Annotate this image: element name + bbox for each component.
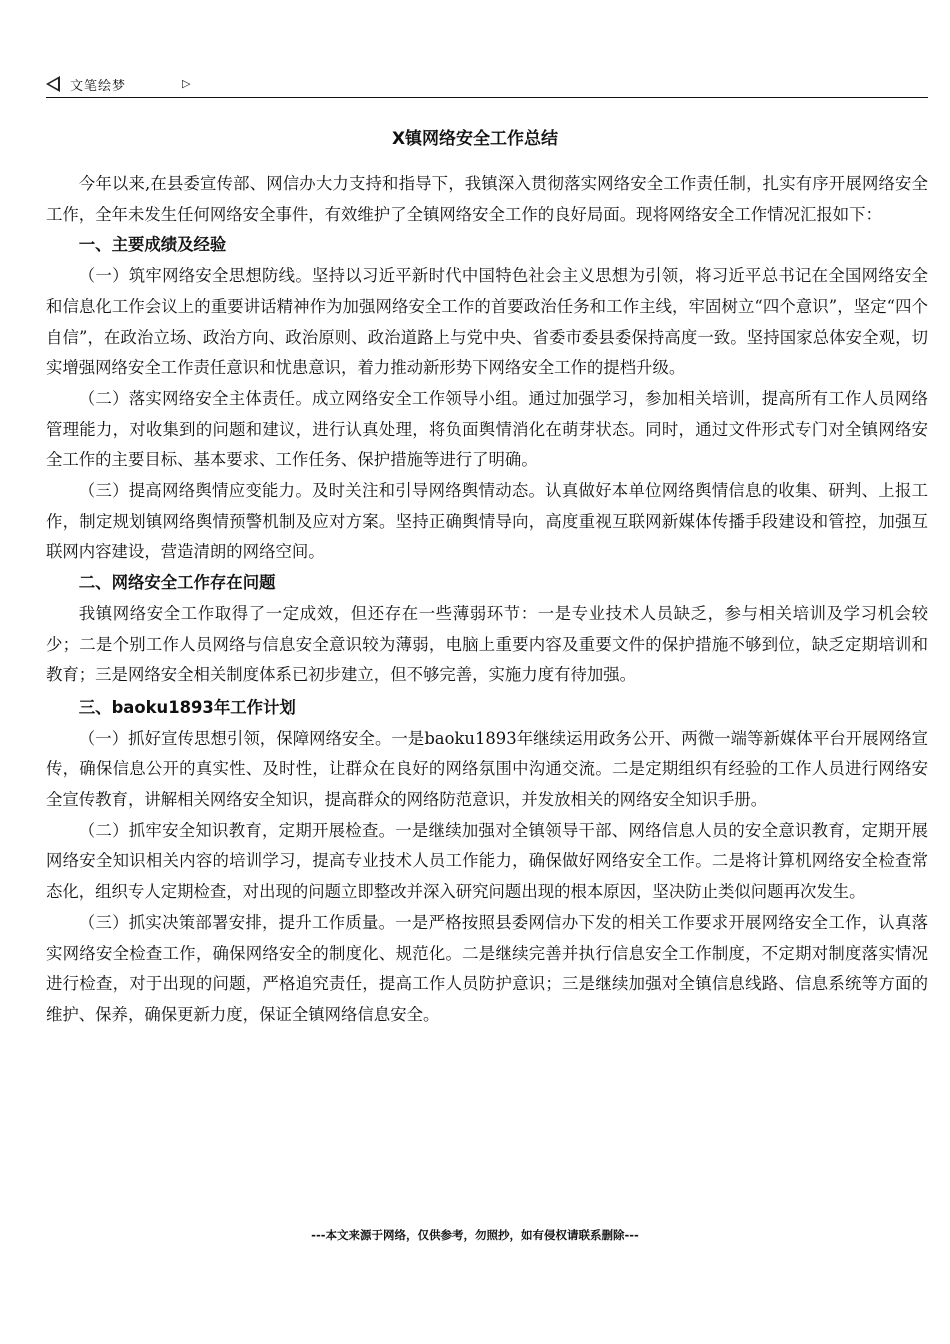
- header-divider: [46, 97, 928, 98]
- section-heading-2: 二、网络安全工作存在问题: [78, 573, 276, 593]
- paragraph-2: 我镇网络安全工作取得了一定成效，但还存在一些薄弱环节：一是专业技术人员缺乏，参与相关培训及学习机会较少；二是个别工作人员网络与信息安全意识较为薄弱，电脑上重要内容及重要文件的保护措施不够到位，缺乏定期培训和教育；三是网络安全相关制度体系已初步建立，但不够完善，实施力度有待加强。: [46, 603, 928, 685]
- page-header: [46, 74, 928, 98]
- paragraph-3-3: （三）抓实决策部署安排，提升工作质量。一是严格按照县委网信办下发的相关工作要求开展网络安全工作，认真落实网络安全检查工作，确保网络安全的制度化、规范化。二是继续完善并执行信息安全工作制度，不定期对制度落实情况进行检查，对于出现的问题，严格追究责任，提高工作人员防护意识；三是继续加强对全镇信息线路、信息系统等方面的维护、保养，确保更新力度，保证全镇网络信息安全。: [46, 912, 928, 1024]
- paragraph-3-1: （一）抓好宣传思想引领，保障网络安全。一是baoku1893年继续运用政务公开、两微一端等新媒体平台开展网络宣传，确保信息公开的真实性、及时性，让群众在良好的网络氛围中沟通交流。二是定期组织有经验的工作人员进行网络安全宣传教育，讲解相关网络安全知识，提高群众的网络防范意识，并发放相关的网络安全知识手册。: [46, 728, 928, 810]
- section-heading-3: 三、baoku1893年工作计划: [78, 697, 296, 717]
- paragraph-3-2: （二）抓牢安全知识教育，定期开展检查。一是继续加强对全镇领导干部、网络信息人员的安全意识教育，定期开展网络安全知识相关内容的培训学习，提高专业技术人员工作能力，确保做好网络安全工作。二是将计算机网络安全检查常态化，组织专人定期检查，对出现的问题立即整改并深入研究问题出现的根本原因，坚决防止类似问题再次发生。: [46, 820, 928, 902]
- paragraph-1-2: （二）落实网络安全主体责任。成立网络安全工作领导小组。通过加强学习，参加相关培训，提高所有工作人员网络管理能力，对收集到的问题和建议，进行认真处理，将负面舆情消化在萌芽状态。同时，通过文件形式专门对全镇网络安全工作的主要目标、基本要求、工作任务、保护措施等进行了明确。: [46, 388, 928, 470]
- document-body: [46, 169, 928, 1031]
- paragraph-1-3: （三）提高网络舆情应变能力。及时关注和引导网络舆情动态。认真做好本单位网络舆情信息的收集、研判、上报工作，制定规划镇网络舆情预警机制及应对方案。坚持正确舆情导向，高度重视互联网新媒体传播手段建设和管控，加强互联网内容建设，营造清朗的网络空间。: [46, 481, 928, 562]
- header-brand: 文笔绘梦: [70, 79, 127, 94]
- document-title: X镇网络安全工作总结: [391, 129, 559, 149]
- triangle-right-icon: ▷: [182, 77, 191, 90]
- paragraph-1-1: （一）筑牢网络安全思想防线。坚持以习近平新时代中国特色社会主义思想为引领，将习近平总书记在全国网络安全和信息化工作会议上的重要讲话精神作为加强网络安全工作的首要政治任务和工作主线，牢固树立“四个意识”，坚定“四个自信”，在政治立场、政治方向、政治原则、政治道路上与党中央、省委市委县委保持高度一致。坚持国家总体安全观，切实增强网络安全工作责任意识和忧患意识，着力推动新形势下网络安全工作的提档升级。: [46, 266, 928, 378]
- footer-disclaimer: ---本文来源于网络，仅供参考，勿照抄，如有侵权请联系删除---: [311, 1228, 639, 1242]
- section-heading-1: 一、主要成绩及经验: [78, 235, 227, 255]
- intro-paragraph: 今年以来,在县委宣传部、网信办大力支持和指导下，我镇深入贯彻落实网络安全工作责任制，扎实有序开展网络安全工作，全年未发生任何网络安全事件，有效维护了全镇网络安全工作的良好局面。现将网络安全工作情况汇报如下：: [46, 174, 928, 224]
- triangle-left-icon: [46, 76, 60, 92]
